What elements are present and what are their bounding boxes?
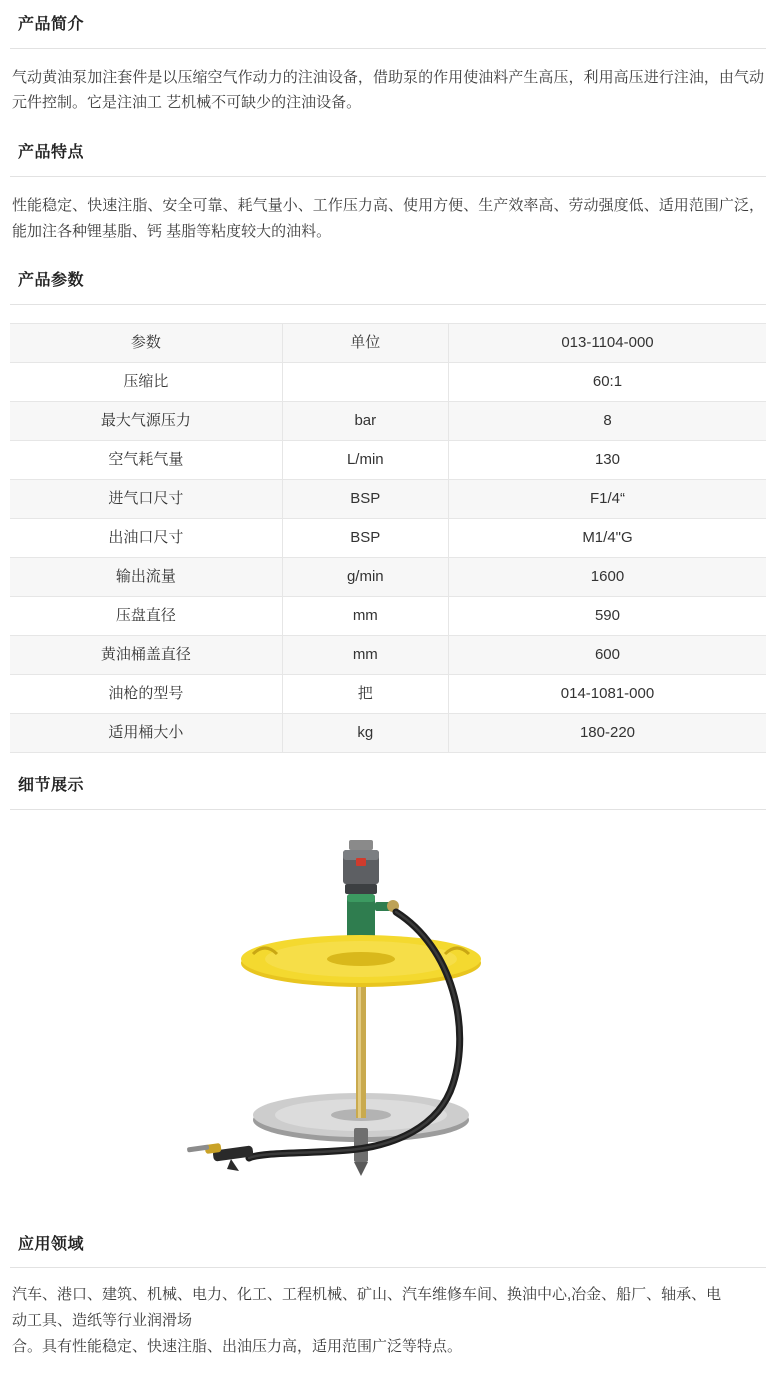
column-header-value: 013-1104-000 bbox=[448, 323, 766, 362]
intro-paragraph-block bbox=[10, 49, 766, 127]
table-row bbox=[10, 518, 766, 557]
table-row bbox=[10, 674, 766, 713]
product-image-wrap bbox=[10, 810, 766, 1218]
cell-unit: g/min bbox=[282, 557, 448, 596]
features-paragraph-block bbox=[10, 177, 766, 255]
cell-param: 压缩比 bbox=[10, 362, 282, 401]
table-row bbox=[10, 557, 766, 596]
cell-value: 1600 bbox=[448, 557, 766, 596]
intro-paragraph: 气动黄油泵加注套件是以压缩空气作动力的注油设备，借助泵的作用使油料产生高压，利用高压进行注油，由气动元件控制。它是注油工 艺机械不可缺少的注油设备。 bbox=[12, 68, 764, 112]
cell-param: 输出流量 bbox=[10, 557, 282, 596]
application-line-3: 合。具有性能稳定、快速注脂、出油压力高，适用范围广泛等特点。 bbox=[12, 1337, 463, 1355]
product-image bbox=[153, 828, 623, 1208]
cell-value: 590 bbox=[448, 596, 766, 635]
cell-value: 130 bbox=[448, 440, 766, 479]
cell-unit: mm bbox=[282, 635, 448, 674]
cell-unit: BSP bbox=[282, 518, 448, 557]
section-heading-intro: 产品简介 bbox=[10, 0, 766, 49]
cell-param: 空气耗气量 bbox=[10, 440, 282, 479]
cell-unit: BSP bbox=[282, 479, 448, 518]
cell-param: 最大气源压力 bbox=[10, 401, 282, 440]
cell-unit: mm bbox=[282, 596, 448, 635]
section-heading-features: 产品特点 bbox=[10, 126, 766, 177]
table-row bbox=[10, 635, 766, 674]
column-header-unit: 单位 bbox=[282, 323, 448, 362]
cell-value: F1/4“ bbox=[448, 479, 766, 518]
cell-unit: 把 bbox=[282, 674, 448, 713]
cell-param: 进气口尺寸 bbox=[10, 479, 282, 518]
cell-param: 压盘直径 bbox=[10, 596, 282, 635]
spec-table-wrap bbox=[10, 305, 766, 759]
section-heading-detail: 细节展示 bbox=[10, 759, 766, 810]
cell-unit: L/min bbox=[282, 440, 448, 479]
spec-table-body bbox=[10, 323, 766, 752]
cell-unit: bar bbox=[282, 401, 448, 440]
table-row bbox=[10, 479, 766, 518]
table-header-row bbox=[10, 323, 766, 362]
features-paragraph: 性能稳定、快速注脂、安全可靠、耗气量小、工作压力高、使用方便、生产效率高、劳动强度低、适用范围广泛，能加注各种锂基脂、钙 基脂等粘度较大的油料。 bbox=[12, 196, 764, 240]
grease-pump-illustration bbox=[153, 828, 623, 1208]
table-row bbox=[10, 440, 766, 479]
table-row bbox=[10, 596, 766, 635]
column-header-param: 参数 bbox=[10, 323, 282, 362]
cell-value: M1/4"G bbox=[448, 518, 766, 557]
table-row bbox=[10, 713, 766, 752]
application-line-2: 动工具、造纸等行业润滑场 bbox=[12, 1311, 193, 1329]
cell-param: 适用桶大小 bbox=[10, 713, 282, 752]
table-row bbox=[10, 401, 766, 440]
cell-value: 014-1081-000 bbox=[448, 674, 766, 713]
table-row bbox=[10, 362, 766, 401]
cell-value: 180-220 bbox=[448, 713, 766, 752]
cell-param: 油枪的型号 bbox=[10, 674, 282, 713]
section-heading-params: 产品参数 bbox=[10, 254, 766, 305]
cell-value: 60:1 bbox=[448, 362, 766, 401]
cell-param: 黄油桶盖直径 bbox=[10, 635, 282, 674]
section-heading-application: 应用领域 bbox=[10, 1218, 766, 1269]
application-line-1: 汽车、港口、建筑、机械、电力、化工、工程机械、矿山、汽车维修车间、换油中心,冶金、船厂、轴承、电 bbox=[12, 1286, 722, 1304]
application-block bbox=[10, 1268, 766, 1363]
cell-value: 8 bbox=[448, 401, 766, 440]
cell-unit: kg bbox=[282, 713, 448, 752]
cell-unit bbox=[282, 362, 448, 401]
cell-value: 600 bbox=[448, 635, 766, 674]
spec-table bbox=[10, 323, 766, 753]
cell-param: 出油口尺寸 bbox=[10, 518, 282, 557]
